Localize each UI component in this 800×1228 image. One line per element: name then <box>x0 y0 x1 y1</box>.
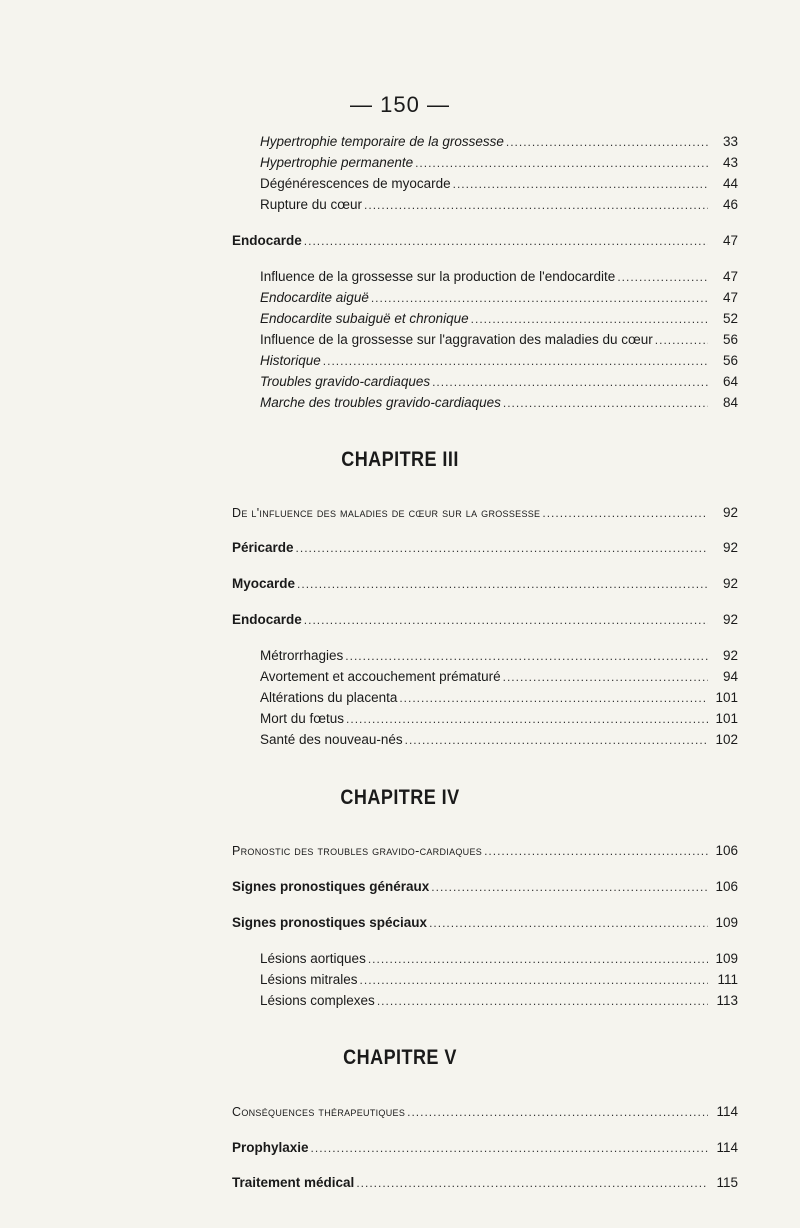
leader-dots <box>429 913 708 933</box>
toc-section-page: 115 <box>716 1175 738 1190</box>
leader-dots <box>377 991 708 1011</box>
toc-entry-label: Historique <box>260 353 321 368</box>
leader-dots <box>503 393 708 413</box>
toc-entry-page: 64 <box>722 374 738 389</box>
toc-entry-label: Endocardite aiguë <box>260 290 369 305</box>
leader-dots <box>471 309 708 329</box>
leader-dots <box>356 1173 708 1193</box>
toc-entry <box>260 646 738 666</box>
toc-entry-label: Dégénérescences de myocarde <box>260 176 451 191</box>
toc-entry <box>260 949 738 969</box>
toc-entry <box>260 688 738 708</box>
toc-entry <box>260 267 738 287</box>
toc-entry-label: Influence de la grossesse sur la production de l'endocardite <box>260 269 616 284</box>
leader-dots <box>407 1102 708 1122</box>
leader-dots <box>655 330 708 350</box>
leader-dots <box>371 288 708 308</box>
chapter-title: CHAPITRE IV <box>340 786 460 809</box>
chapter-heading-label: Conséquences thérapeutiques <box>232 1105 406 1119</box>
toc-entry-page: 47 <box>722 290 738 305</box>
toc-entry-label: Lésions aortiques <box>260 951 366 966</box>
toc-section-label: Myocarde <box>232 576 296 591</box>
toc-entry <box>260 970 738 990</box>
chapter-heading-page: 106 <box>715 843 738 858</box>
toc-section <box>232 1138 738 1158</box>
toc-entry <box>260 309 738 329</box>
toc-entry-page: 56 <box>722 353 738 368</box>
chapter-title: CHAPITRE III <box>341 448 459 471</box>
leader-dots <box>453 174 708 194</box>
toc-entry <box>260 709 738 729</box>
toc-entry <box>260 393 738 413</box>
toc-section-label: Péricarde <box>232 540 294 555</box>
toc-entry-label: Hypertrophie permanente <box>260 155 414 170</box>
toc-entry <box>260 330 738 350</box>
toc-entry <box>260 153 738 173</box>
toc-entry-page: 101 <box>715 711 738 726</box>
leader-dots <box>360 970 708 990</box>
toc-section <box>232 538 738 558</box>
toc-section-page: 109 <box>715 915 738 930</box>
leader-dots <box>415 153 708 173</box>
chapter-heading <box>232 1102 738 1122</box>
toc-entry-page: 44 <box>722 176 738 191</box>
toc-entry <box>260 195 738 215</box>
toc-entry-page: 109 <box>715 951 738 966</box>
leader-dots <box>297 574 708 594</box>
toc-entry-page: 94 <box>722 669 738 684</box>
leader-dots <box>431 877 708 897</box>
toc-entry-label: Métrorrhagies <box>260 648 344 663</box>
toc-entry-label: Avortement et accouchement prématuré <box>260 669 501 684</box>
chapter-heading-label: De l'influence des maladies de cœur sur la grossesse <box>232 506 541 520</box>
leader-dots <box>405 730 708 750</box>
leader-dots <box>368 949 708 969</box>
toc-entry-label: Endocardite subaiguë et chronique <box>260 311 469 326</box>
toc-entry-page: 101 <box>715 690 738 705</box>
toc-entry <box>260 351 738 371</box>
leader-dots <box>304 231 708 251</box>
leader-dots <box>399 688 708 708</box>
leader-dots <box>506 132 708 152</box>
toc-section <box>232 610 738 630</box>
toc-entry-label: Marche des troubles gravido-cardiaques <box>260 395 501 410</box>
page-number: — 150 — <box>350 92 450 117</box>
chapter-heading-page: 92 <box>722 505 738 520</box>
leader-dots <box>323 351 708 371</box>
leader-dots <box>345 646 708 666</box>
toc-section-label: Endocarde <box>232 233 302 248</box>
toc-entry-page: 84 <box>722 395 738 410</box>
leader-dots <box>432 372 708 392</box>
toc-entry-label: Lésions mitrales <box>260 972 358 987</box>
toc-entry-page: 92 <box>722 648 738 663</box>
toc-entry-page: 33 <box>722 134 738 149</box>
toc-entry-page: 46 <box>722 197 738 212</box>
chapter-heading-page: 114 <box>716 1104 738 1119</box>
toc-section-page: 92 <box>722 576 738 591</box>
toc-section <box>232 877 738 897</box>
toc-entry-label: Hypertrophie temporaire de la grossesse <box>260 134 504 149</box>
toc-entry <box>260 372 738 392</box>
toc-section-label: Traitement médical <box>232 1175 355 1190</box>
toc-entry <box>260 132 738 152</box>
toc-section <box>232 1173 738 1193</box>
leader-dots <box>542 503 708 523</box>
toc-entry-page: 56 <box>722 332 738 347</box>
toc-section-label: Signes pronostiques spéciaux <box>232 915 428 930</box>
chapter-heading <box>232 841 738 861</box>
leader-dots <box>364 195 708 215</box>
toc-entry-label: Lésions complexes <box>260 993 375 1008</box>
toc-section-label: Signes pronostiques généraux <box>232 879 430 894</box>
toc-entry-page: 47 <box>722 269 738 284</box>
leader-dots <box>311 1138 708 1158</box>
toc-entry <box>260 288 738 308</box>
leader-dots <box>617 267 708 287</box>
toc-entry-label: Altérations du placenta <box>260 690 398 705</box>
toc-entry-page: 113 <box>716 993 738 1008</box>
toc-entry-label: Influence de la grossesse sur l'aggravation des maladies du cœur <box>260 332 653 347</box>
toc-section-label: Prophylaxie <box>232 1140 309 1155</box>
toc-section-page: 92 <box>722 612 738 627</box>
toc-entry-page: 102 <box>715 732 738 747</box>
leader-dots <box>503 667 708 687</box>
toc-entry-page: 52 <box>722 311 738 326</box>
leader-dots <box>304 610 708 630</box>
toc-section-page: 114 <box>716 1140 738 1155</box>
toc-section-label: Endocarde <box>232 612 302 627</box>
chapter-heading-label: Pronostic des troubles gravido-cardiaques <box>232 844 483 858</box>
toc-entry-label: Mort du fœtus <box>260 711 345 726</box>
toc-entry <box>260 667 738 687</box>
leader-dots <box>346 709 708 729</box>
toc-section <box>232 913 738 933</box>
toc-entry-page: 43 <box>722 155 738 170</box>
toc-section-page: 106 <box>715 879 738 894</box>
toc-section <box>232 231 738 251</box>
toc-section <box>232 574 738 594</box>
toc-entry <box>260 991 738 1011</box>
toc-entry-label: Troubles gravido-cardiaques <box>260 374 431 389</box>
toc-section-page: 47 <box>722 233 738 248</box>
toc-entry-page: 111 <box>717 972 738 987</box>
toc-entry-label: Santé des nouveau-nés <box>260 732 403 747</box>
toc-entry <box>260 730 738 750</box>
toc-section-page: 92 <box>722 540 738 555</box>
leader-dots <box>484 841 708 861</box>
toc-entry-label: Rupture du cœur <box>260 197 363 212</box>
leader-dots <box>296 538 708 558</box>
toc-entry <box>260 174 738 194</box>
chapter-heading <box>232 503 738 523</box>
chapter-title: CHAPITRE V <box>343 1046 457 1069</box>
